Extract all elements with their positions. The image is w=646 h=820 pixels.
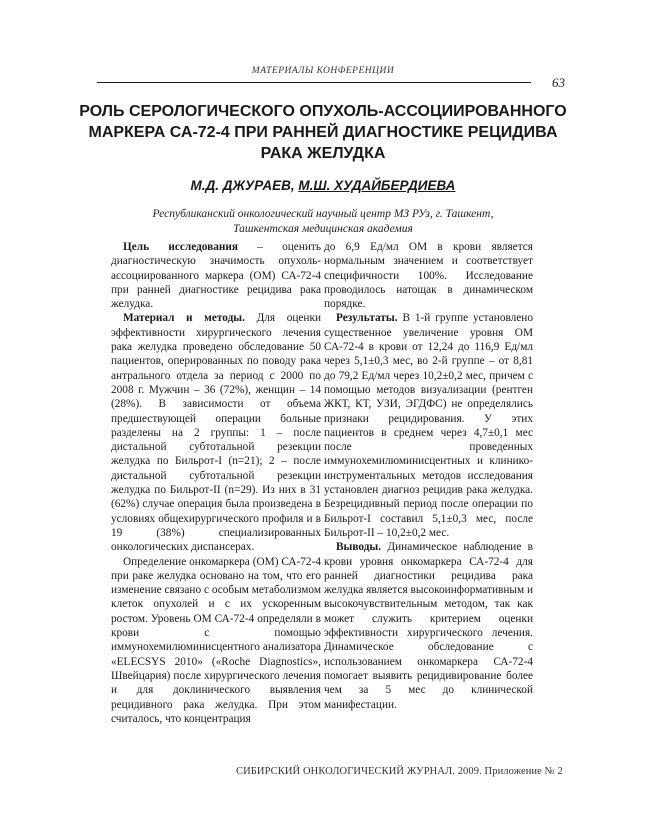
aim-heading: Цель исследования xyxy=(123,241,239,253)
paragraph-methods xyxy=(111,311,321,554)
authors xyxy=(0,178,646,193)
paragraph-aim xyxy=(111,240,321,311)
author-name-corresponding: М.Ш. ХУДАЙБЕРДИЕВА xyxy=(298,178,456,193)
article-title xyxy=(20,101,626,164)
results-heading: Результаты. xyxy=(336,312,398,325)
results-text: В 1-й группе установлено существенное увеличение уровня ОМ СА-72-4 в крови от 12,24 до 116,9 Ед/мл через 5,1±0,3 мес, во 2-й группе – от 8,81 до 79,2 Ед/мл через 10,2±0,2 мес, причем с помощью методов визуализации (рентген ЖКТ, КТ, УЗИ, ЭГДФС) не определялись признаки рецидирования. У этих пациентов в среднем через 4,7±0,1 мес после проведенных иммунохемилюминисцентных и клинико-инструментальных методов исследования установлен диагноз рецидив рака желудка. Безрецидивный период после операции по Бильрот-I составил 5,1±0,3 мес, после Бильрот-II – 10,2±0,2 мес. xyxy=(324,312,533,539)
title-line: РАКА ЖЕЛУДКА xyxy=(260,145,386,162)
methods-heading: Материал и методы. xyxy=(123,312,245,325)
text-column-left xyxy=(111,240,321,726)
author-name: М.Д. ДЖУРАЕВ, xyxy=(190,178,299,193)
page-number: 63 xyxy=(552,75,565,90)
affiliation-line: Республиканский онкологический научный центр МЗ РУз, г. Ташкент, xyxy=(152,208,494,220)
affiliation-line: Ташкентская медицинская академия xyxy=(233,223,413,235)
methods-text: Для оценки эффективности хирургического лечения рака желудка проведено обследование 50 пациентов, оперированных по поводу рака антрального отдела за период с 2000 по 2008 г. Мужчин – 36 (72%), женщин – 14 (28%). В зависимости от объема предшествующей операции больные разделены на 2 группы: 1 – после дистальной субтотальной резекции желудка по Бильрот-I (n=21); 2 – после дистальной субтотальной резекции желудка по Бильрот-II (n=29). Из них в 31 (62%) случае операция была произведена в условиях общехирургического профиля и в 19 (38%) специализированных онкологических диспансерах. xyxy=(111,312,321,554)
journal-footer: СИБИРСКИЙ ОНКОЛОГИЧЕСКИЙ ЖУРНАЛ. 2009. Приложение № 2 xyxy=(236,766,563,777)
paragraph-results xyxy=(324,311,533,540)
aim-text: – оценить диагностическую значимость опухоль-ассоциированного маркера (ОМ) СА-72-4 при ранней диагностике рецидива рака желудка. xyxy=(111,241,321,311)
header-divider xyxy=(97,82,531,83)
text-column-right xyxy=(324,240,533,712)
affiliation xyxy=(0,207,646,237)
conclusions-heading: Выводы. xyxy=(336,541,382,554)
running-header: МАТЕРИАЛЫ КОНФЕРЕНЦИИ xyxy=(251,66,395,76)
paragraph-conclusions xyxy=(324,540,533,712)
conclusions-text: Динамическое наблюдение в крови уровня онкомаркера СА-72-4 для ранней диагностики рецидива рака желудка является высокоинформативным и высокочувствительным методом, так как может служить критерием оценки эффективности хирургического лечения. Динамическое обследование с использованием онкомаркера СА-72-4 помогает выявить рецидивирование более чем за 5 мес до клинической манифестации. xyxy=(324,541,533,711)
title-line: РОЛЬ СЕРОЛОГИЧЕСКОГО ОПУХОЛЬ-АССОЦИИРОВАННОГО xyxy=(79,103,567,120)
paragraph-marker-continued: до 6,9 Ед/мл ОМ в крови является нормальным значением и соответствует специфичности 100%. Исследование проводилось натощак в динамическом порядке. xyxy=(324,241,533,311)
paragraph-marker: Определение онкомаркера (ОМ) СА-72-4 при раке желудка основано на том, что его изменение связано с особым метаболизмом клеток опухолей и с их ускоренным ростом. Уровень ОМ СА-72-4 определяли в крови с помощью иммунохемилюминисцентного анализатора «ELECSYS 2010» («Roche Diagnostics», Швейцария) после хирургического лечения и для доклинического выявления рецидивного рака желудка. При этом считалось, что концентрация xyxy=(111,555,321,725)
title-line: МАРКЕРА СА-72-4 ПРИ РАННЕЙ ДИАГНОСТИКЕ РЕЦИДИВА xyxy=(88,124,558,141)
